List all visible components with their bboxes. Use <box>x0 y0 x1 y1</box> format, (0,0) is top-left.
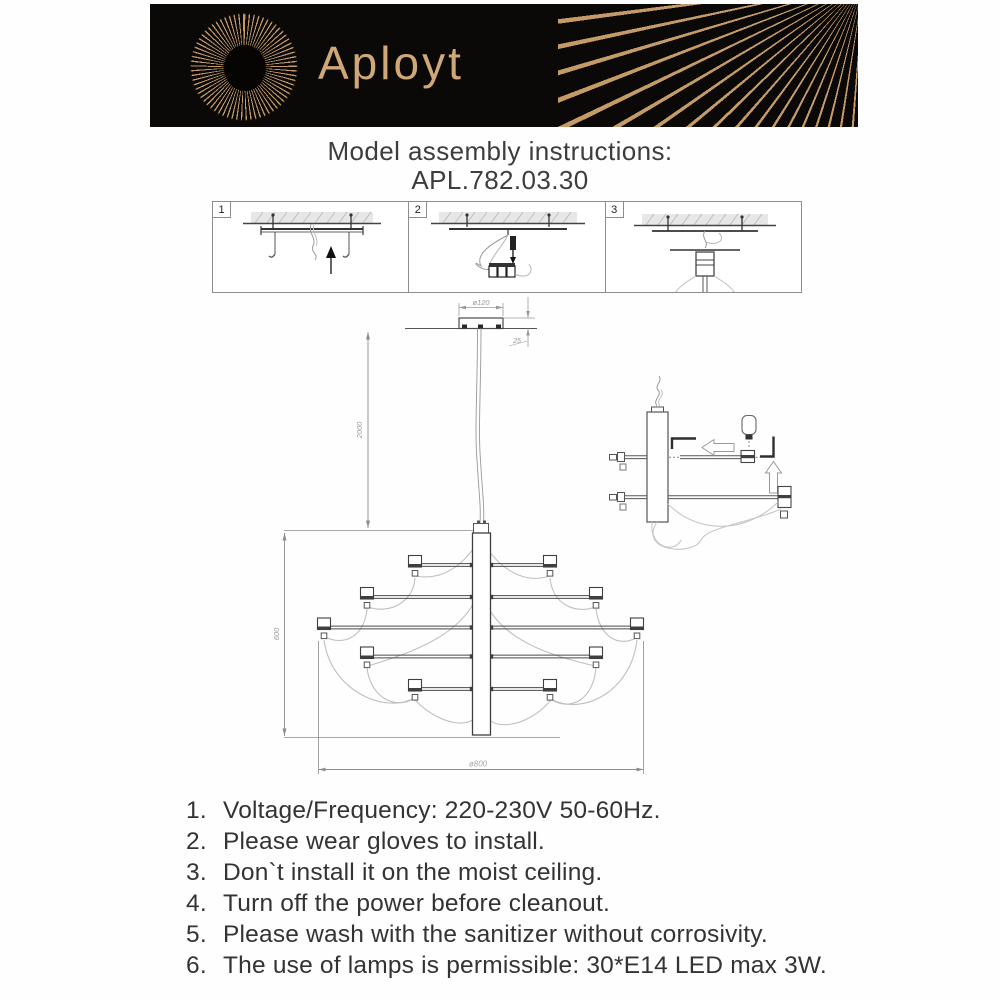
body-diameter-label: ø800 <box>468 759 488 769</box>
step-number: 1 <box>213 202 231 218</box>
note-item <box>186 919 926 950</box>
hex-key-icon <box>760 437 774 457</box>
assembly-diagram <box>250 290 810 790</box>
arm-detail-inset <box>610 376 792 549</box>
note-item <box>186 857 926 888</box>
canopy-height-label: 25 <box>513 338 521 345</box>
dimension-canopy-diameter <box>459 298 503 316</box>
page-title <box>0 137 1000 195</box>
step-3-illustration <box>606 202 802 292</box>
chandelier-body <box>318 533 644 735</box>
step-number: 2 <box>409 202 427 218</box>
title-line: Model assembly instructions: <box>327 136 673 166</box>
note-text: Please wear gloves to install. <box>223 828 545 855</box>
step-number: 3 <box>606 202 624 218</box>
note-number: 2. <box>186 828 207 855</box>
hex-key-icon <box>672 439 696 450</box>
corner-rays-decoration <box>558 4 858 127</box>
note-text: Voltage/Frequency: 220-230V 50-60Hz. <box>223 797 661 824</box>
note-number: 6. <box>186 952 207 979</box>
canopy-diameter-label: ø120 <box>472 298 490 307</box>
chandelier-stem <box>473 533 491 735</box>
step-panel-2 <box>408 202 604 292</box>
note-number: 4. <box>186 890 207 917</box>
sunburst-logo-core <box>224 45 266 91</box>
note-text: The use of lamps is permissible: 30*E14 LED max 3W. <box>223 952 827 979</box>
suspension-cable <box>474 329 489 534</box>
note-text: Don`t install it on the moist ceiling. <box>223 859 603 886</box>
dimension-suspension <box>284 332 473 531</box>
step-panel-1 <box>213 202 408 292</box>
dimension-canopy-height <box>503 297 535 347</box>
brand-logo-text: Aployt <box>318 37 464 89</box>
assembly-steps-strip <box>212 201 802 293</box>
note-text: Please wash with the sanitizer without corrosivity. <box>223 921 768 948</box>
insert-left-arrow-icon <box>702 440 734 456</box>
suspension-length-label: 2000 <box>355 421 364 439</box>
model-number: APL.782.03.30 <box>411 165 589 195</box>
note-number: 5. <box>186 921 207 948</box>
bulb-icon <box>742 416 756 450</box>
body-height-label: 600 <box>272 627 281 641</box>
step-1-illustration <box>213 202 409 292</box>
canopy-drawing <box>405 318 537 329</box>
safety-notes-list <box>186 795 926 981</box>
step-2-illustration <box>409 202 605 292</box>
note-item <box>186 795 926 826</box>
note-item <box>186 950 926 981</box>
brand-banner <box>150 4 858 127</box>
step-panel-3 <box>605 202 801 292</box>
note-item <box>186 888 926 919</box>
note-text: Turn off the power before cleanout. <box>223 890 610 917</box>
note-number: 1. <box>186 797 207 824</box>
note-item <box>186 826 926 857</box>
note-number: 3. <box>186 859 207 886</box>
